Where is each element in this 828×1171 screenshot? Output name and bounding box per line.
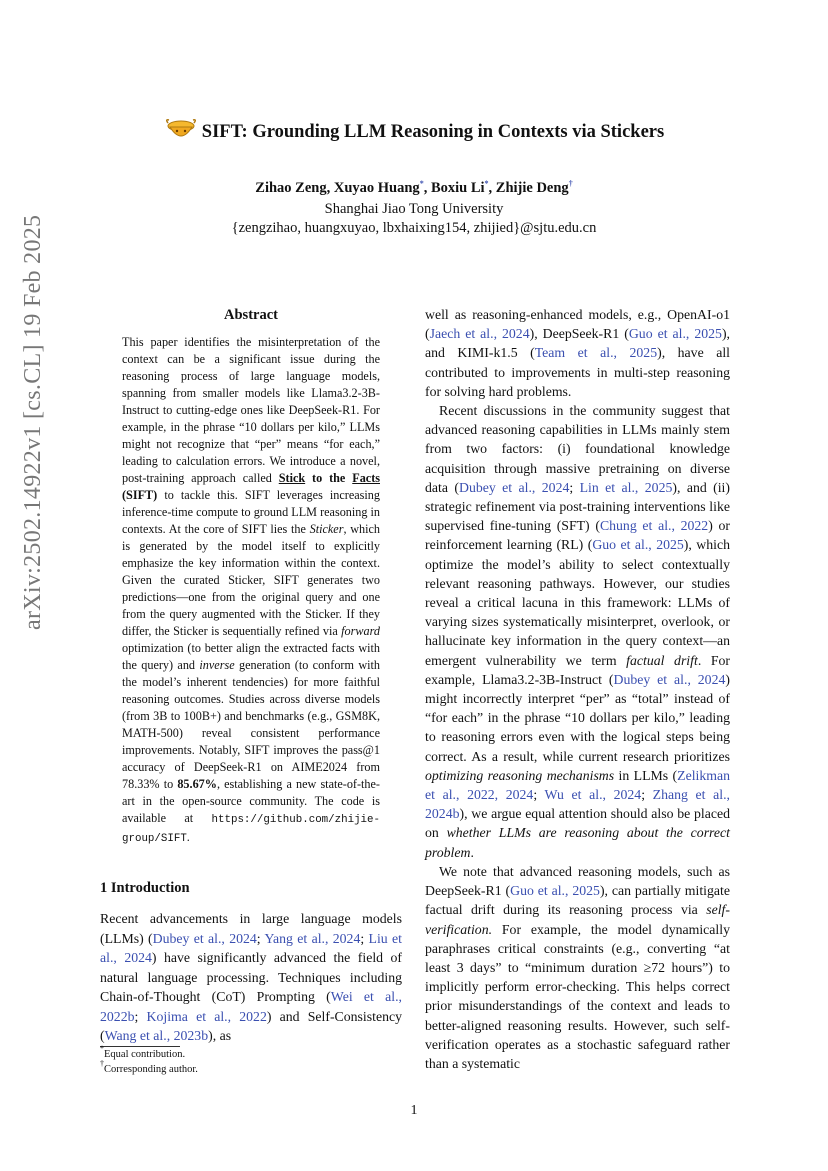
abstract-text-1: This paper identifies the misinterpretation of the context can be a significant issue during the reasoning process of large language models, spanning from smaller models like Llama3.2-3B-Instruct to cutting-edge ones like DeepSeek-R1. For example, in the phrase “10 dollars per kilo,” LLMs might not recognize that “per” means “for each,” leading to calculation errors. We introduce a novel, post-training approach called bbox=[122, 335, 380, 485]
footnote-rule bbox=[100, 1046, 180, 1047]
citation-link[interactable]: Lin et al., 2025 bbox=[579, 479, 673, 495]
p2-text: ), we argue equal attention should also be placed on bbox=[425, 806, 730, 841]
p2-text: ), which optimize the model’s ability to select contextually relevant reasoning pathways. However, our studies reveal a critical lacuna in this framework: LLMs of varying sizes systematically misinterpret, overlook, or hallucinate key information in the query context—an emergent vulnerability we term bbox=[425, 537, 730, 668]
citation-link[interactable]: Wei et al., 2022b bbox=[100, 989, 403, 1024]
author-4-mark[interactable]: † bbox=[568, 179, 573, 188]
introduction-paragraph bbox=[100, 909, 402, 1046]
citation-link[interactable]: Wu et al., 2024 bbox=[544, 787, 642, 803]
p2-emphasis: optimizing reasoning mechanisms bbox=[425, 767, 615, 783]
intro-sep: ; bbox=[360, 930, 369, 946]
abstract-to-the: to the bbox=[305, 471, 353, 485]
intro-sep: ; bbox=[256, 930, 265, 946]
abstract-text-2: to tackle this. SIFT leverages increasing inference-time compute to ground LLM reasoning in contexts. At the core of SIFT lies the bbox=[122, 488, 380, 536]
citation-link[interactable]: Dubey et al., 2024 bbox=[152, 930, 257, 946]
right-paragraph-1 bbox=[425, 305, 730, 401]
sieve-logo-icon bbox=[164, 117, 198, 143]
intro-text-4: ), as bbox=[208, 1028, 232, 1043]
intro-sep: ; bbox=[134, 1008, 147, 1024]
citation-link[interactable]: Yang et al., 2024 bbox=[264, 930, 361, 946]
right-paragraph-3 bbox=[425, 862, 730, 1073]
author-2-mark[interactable]: * bbox=[419, 179, 424, 188]
author-emails: {zengzihao, huangxuyao, lbxhaixing154, zhijied}@sjtu.edu.cn bbox=[231, 220, 597, 236]
footnote-1-text: Equal contribution. bbox=[104, 1049, 186, 1060]
right-paragraph-2 bbox=[425, 401, 730, 862]
p2-emphasis: factual drift bbox=[626, 652, 698, 668]
p2-text: in LLMs ( bbox=[614, 767, 678, 783]
footnote-1 bbox=[100, 1044, 400, 1060]
p3-text: We note that advanced reasoning models, such as DeepSeek-R1 ( bbox=[425, 863, 730, 899]
footnote-2 bbox=[100, 1059, 400, 1075]
citation-link[interactable]: Guo et al., 2025 bbox=[628, 326, 722, 342]
abstract-facts: Facts bbox=[352, 471, 380, 485]
affiliation: Shanghai Jiao Tong University bbox=[324, 201, 504, 217]
p2-text: ), and (ii) strategic refinement via post-training interventions like supervised fine-tuning (SFT) ( bbox=[425, 479, 730, 534]
intro-text-3: ) and Self-Consistency ( bbox=[100, 1008, 402, 1043]
arxiv-id-text: arXiv:2502.14922v1 [cs.CL] 19 Feb 2025 bbox=[20, 214, 46, 630]
citation-link[interactable]: Guo et al., 2025 bbox=[592, 537, 684, 553]
abstract-stick: Stick bbox=[278, 471, 306, 485]
title-text: SIFT: Grounding LLM Reasoning in Contexts via Stickers bbox=[201, 122, 665, 142]
intro-text-2: ) have significantly advanced the field of natural language processing. Techniques including Chain-of-Thought (CoT) Prompting ( bbox=[100, 950, 403, 1004]
p2-text: Recent discussions in the community suggest that advanced reasoning capabilities in LLMs mainly stem from two factors: (i) foundational knowledge acquisition through massive pretraining on diverse data ( bbox=[425, 403, 730, 495]
abstract-best-result: 85.67% bbox=[177, 777, 217, 791]
citation-link[interactable]: Dubey et al., 2024 bbox=[613, 671, 726, 687]
p3-text: For example, the model dynamically paraphrases critical constraints (e.g., converting “at least 3 days” to “minimum duration ≥72 hours”) to implicitly perform error-checking. This helps correct prior misunderstandings of the context and leads to better-aligned reasoning results. However, such self-verification operates as a stochastic safeguard rather than a systematic bbox=[425, 921, 730, 1071]
citation-link[interactable]: Dubey et al., 2024 bbox=[458, 479, 570, 495]
author-list bbox=[0, 180, 828, 197]
p2-text: ) or reinforcement learning (RL) ( bbox=[425, 518, 730, 553]
p2-sep: ; bbox=[641, 787, 653, 803]
author-2: Xuyao Huang bbox=[333, 180, 420, 196]
citation-link[interactable]: Liu et al., 2024 bbox=[100, 930, 402, 965]
footnote-1-mark: * bbox=[100, 1044, 104, 1053]
author-3-mark[interactable]: * bbox=[484, 179, 489, 188]
p3-text: ), can partially mitigate factual drift during its reasoning process via bbox=[425, 883, 730, 918]
citation-link[interactable]: Jaech et al., 2024 bbox=[429, 326, 530, 342]
p1-text: ), have all contributed to improvements in multi-step reasoning for solving hard problems. bbox=[425, 345, 730, 399]
abstract-text-3: , which is generated by the model itself to explicitly emphasize the key information within the context. Given the curated Sticker, SIFT generates two predictions—one from the original query and one from the query augmented with the Sticker. If they differ, the Sticker is sequentially refined via bbox=[122, 522, 380, 638]
citation-link[interactable]: Wang et al., 2023b bbox=[104, 1028, 209, 1043]
paper-title bbox=[0, 117, 828, 143]
abstract-text-5: generation (to conform with the model’s inherent tendencies) for more faithful reasoning outcomes. Studies across diverse models (from 3B to 100B+) and benchmarks (e.g., GSM8K, MATH-500) reveal consistent performance improvements. Notably, SIFT improves the pass@1 accuracy of DeepSeek-R1 on AIME2024 from 78.33% to bbox=[122, 658, 381, 791]
abstract-inverse: inverse bbox=[199, 658, 235, 672]
page-number: 1 bbox=[410, 1103, 418, 1118]
p2-text: . For example, Llama3.2-3B-Instruct ( bbox=[425, 652, 730, 687]
abstract-text-7: . bbox=[186, 830, 190, 844]
footnote-2-text: Corresponding author. bbox=[104, 1064, 198, 1075]
p2-text: . bbox=[470, 844, 474, 860]
p2-sep: ; bbox=[569, 479, 580, 495]
p1-text: well as reasoning-enhanced models, e.g., OpenAI-o1 ( bbox=[425, 307, 730, 342]
author-4: , Zhijie Deng bbox=[488, 180, 569, 196]
abstract-text-6: , establishing a new state-of-the-art in the open-source community. The code is available at bbox=[122, 777, 380, 825]
abstract-body bbox=[122, 334, 380, 848]
p2-emphasis: whether LLMs are reasoning about the correct problem bbox=[425, 825, 730, 860]
p3-emphasis: self-verification. bbox=[425, 902, 730, 937]
abstract-sticker: Sticker bbox=[309, 522, 344, 536]
abstract-forward: forward bbox=[341, 624, 380, 638]
footnote-2-mark: † bbox=[100, 1059, 104, 1068]
citation-link[interactable]: Zhang et al., 2024b bbox=[425, 787, 730, 822]
intro-text-1: Recent advancements in large language models (LLMs) ( bbox=[100, 911, 402, 946]
p2-sep: ; bbox=[533, 787, 545, 803]
author-3: , Boxiu Li bbox=[423, 180, 485, 196]
citation-link[interactable]: Guo et al., 2025 bbox=[510, 883, 600, 899]
section-heading-introduction: 1 Introduction bbox=[100, 880, 190, 896]
right-column bbox=[425, 305, 730, 1073]
author-1: Zihao Zeng, bbox=[255, 180, 334, 196]
abstract-text-4: optimization (to better align the extracted facts with the query) and bbox=[122, 641, 380, 672]
code-url-link[interactable]: https://github.com/zhijie-group/SIFT bbox=[122, 814, 380, 845]
p2-text: ) might incorrectly interpret “per” as “total” instead of “for each” in the phrase “10 dollars per kilo,” leading to reasoning errors even with the logical steps being correct. As a result, while current research prioritizes bbox=[425, 671, 730, 764]
citation-link[interactable]: Kojima et al., 2022 bbox=[146, 1008, 267, 1024]
citation-link[interactable]: Team et al., 2025 bbox=[534, 345, 658, 361]
p1-text: ), DeepSeek-R1 ( bbox=[529, 326, 629, 342]
abstract-sift: (SIFT) bbox=[122, 488, 158, 502]
arxiv-side-identifier bbox=[20, 214, 60, 631]
citation-link[interactable]: Chung et al., 2022 bbox=[599, 518, 709, 534]
citation-link[interactable]: Zelikman et al., 2022, 2024 bbox=[425, 767, 731, 803]
p1-text: ), and KIMI-k1.5 ( bbox=[425, 326, 730, 361]
abstract-heading: Abstract bbox=[224, 307, 278, 323]
